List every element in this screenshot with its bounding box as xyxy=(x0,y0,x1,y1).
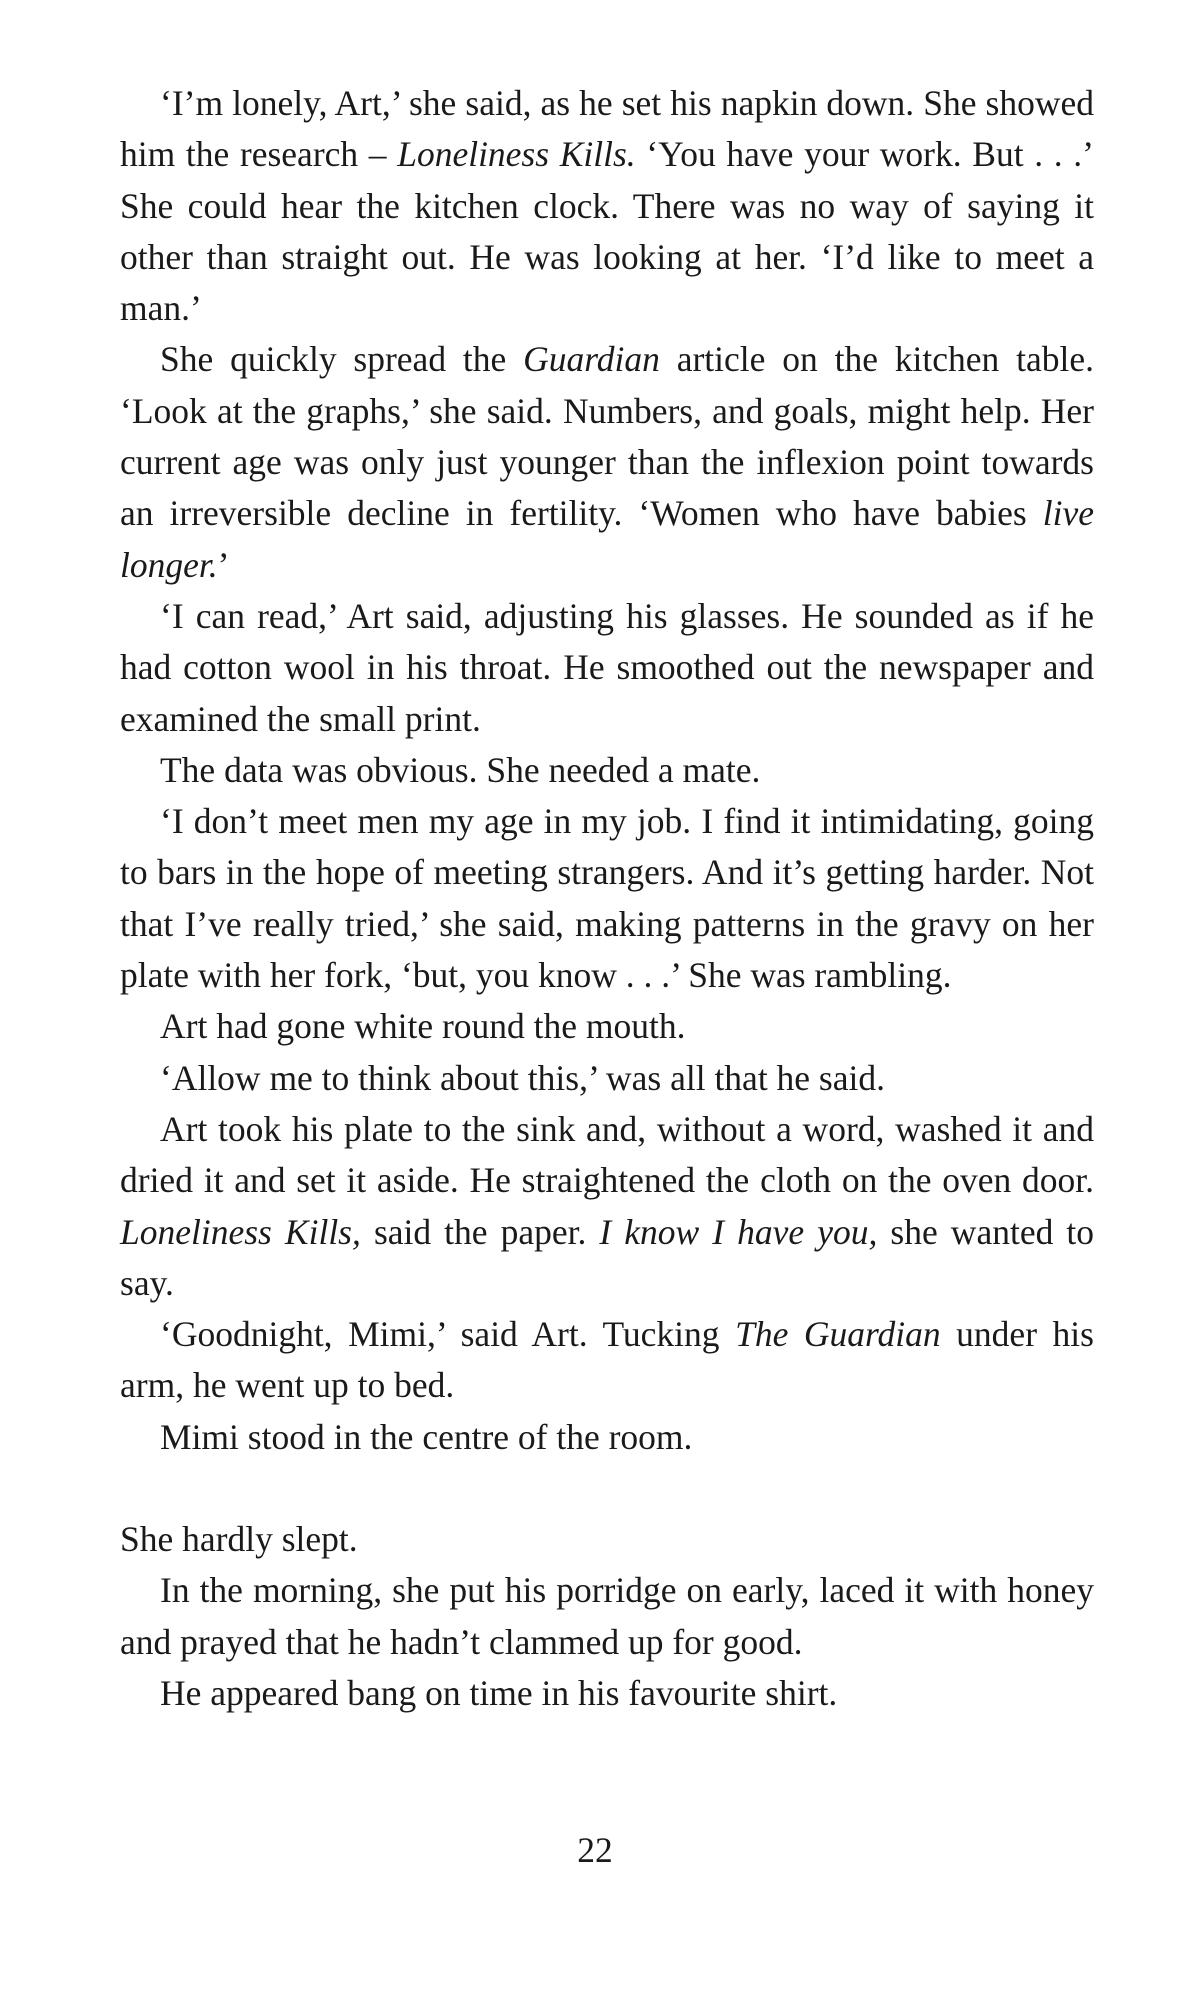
text-run: ‘You have your work. But . . .’ She could hear the kitchen clock. There was no way of saying it other than straight out. He was looking at her. ‘I’d like to meet a man.’ xyxy=(120,134,1094,329)
paragraph xyxy=(120,1309,1094,1412)
text-run: In the morning, she put his porridge on early, laced it with honey and prayed that he hadn’t clammed up for good. xyxy=(120,1570,1094,1662)
text-run: ‘Goodnight, Mimi,’ said Art. Tucking xyxy=(160,1314,736,1355)
paragraph xyxy=(120,1565,1094,1668)
italic-text: Guardian xyxy=(523,339,660,380)
italic-text: live longer. xyxy=(120,493,1094,585)
text-run: under his arm, he went up to bed. xyxy=(120,1314,1094,1406)
paragraph xyxy=(120,591,1094,745)
text-run: ’ xyxy=(217,544,230,585)
text-run: Art took his plate to the sink and, without a word, washed it and dried it and set it aside. He straightened the cloth on the oven door. xyxy=(120,1108,1094,1201)
text-run: She quickly spread the xyxy=(160,339,524,380)
italic-text: The Guardian xyxy=(735,1314,941,1355)
paragraph xyxy=(120,745,1094,796)
italic-text: Loneliness Kills. xyxy=(397,134,636,175)
paragraph xyxy=(120,78,1094,334)
text-run: Art had gone white round the mouth. xyxy=(160,1006,686,1047)
paragraph xyxy=(120,796,1094,1001)
text-run: The data was obvious. She needed a mate. xyxy=(160,749,761,790)
text-run: He appeared bang on time in his favourite shirt. xyxy=(160,1672,838,1713)
text-run: She hardly slept. xyxy=(120,1519,358,1560)
paragraph xyxy=(120,1412,1094,1463)
text-run: ‘Allow me to think about this,’ was all that he said. xyxy=(160,1057,885,1098)
paragraph xyxy=(120,1001,1094,1052)
paragraph xyxy=(120,1053,1094,1104)
paragraph xyxy=(120,1668,1094,1719)
italic-text: Loneliness Kills, xyxy=(120,1211,361,1252)
paragraph xyxy=(120,334,1094,590)
text-run: article on the kitchen table. ‘Look at the graphs,’ she said. Numbers, and goals, might help. Her current age was only just younger than the inflexion point towards an irreversible decline in fertility. ‘Women who have babies xyxy=(120,339,1094,534)
text-run: ‘I can read,’ Art said, adjusting his glasses. He sounded as if he had cotton wool in his throat. He smoothed out the newspaper and examined the small print. xyxy=(120,595,1094,739)
paragraph xyxy=(120,1514,1094,1565)
paragraph xyxy=(120,1104,1094,1309)
page-number: 22 xyxy=(577,1830,613,1870)
text-run: ‘I’m lonely, Art,’ she said, as he set his napkin down. She showed him the research – xyxy=(120,83,1094,175)
text-run: said the paper. xyxy=(360,1211,600,1252)
text-run: ‘I don’t meet men my age in my job. I find it intimidating, going to bars in the hope of meeting strangers. And it’s getting harder. Not that I’ve really tried,’ she said, making patterns in the gravy on her plate with her fork, ‘but, you know . . .’ She was rambling. xyxy=(120,801,1094,996)
body-text xyxy=(120,78,1094,1719)
italic-text: I know I have you, xyxy=(599,1211,878,1252)
text-run: she wanted to say. xyxy=(120,1211,1094,1303)
text-run: Mimi stood in the centre of the room. xyxy=(160,1416,693,1457)
